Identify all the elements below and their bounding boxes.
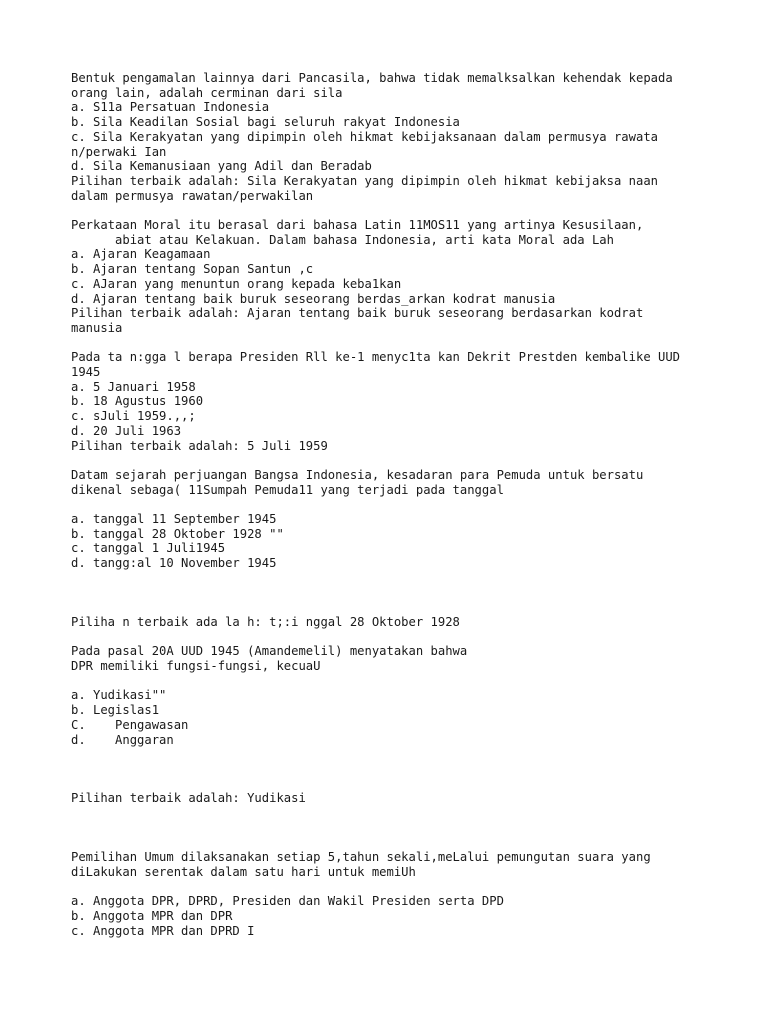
text-line: a. S11a Persatuan Indonesia: [71, 100, 270, 115]
text-line: b. Anggota MPR dan DPR: [71, 908, 233, 923]
text-line: abiat atau Kelakuan. Dalam bahasa Indonesia, arti kata Moral ada Lah: [71, 232, 614, 247]
blank-line: [71, 497, 751, 512]
text-line: diLakukan serentak dalam satu hari untuk memiUh: [71, 864, 416, 879]
text-line: d. tangg:al 10 November 1945: [71, 556, 277, 571]
blank-line: [71, 336, 751, 351]
blank-line: [71, 762, 751, 777]
text-line: Pemilihan Umum dilaksanakan setiap 5,tahun sekali,meLalui pemungutan suara yang: [71, 850, 651, 865]
text-line: Perkataan Moral itu berasal dari bahasa Latin 11MOS11 yang artinya Kesusilaan,: [71, 218, 644, 233]
text-line: d. Sila Kemanusiaan yang Adil dan Beradab: [71, 159, 372, 174]
text-line: 1945: [71, 365, 101, 380]
text-line: c. sJuli 1959.,,;: [71, 409, 196, 424]
blank-line: [71, 777, 751, 792]
text-line: DPR memiliki fungsi-fungsi, kecuaU: [71, 659, 321, 673]
text-line: c. Sila Kerakyatan yang dipimpin oleh hikmat kebijaksanaan dalam permusya rawata: [71, 129, 658, 144]
blank-line: [71, 806, 751, 821]
text-line: manusia: [71, 320, 123, 335]
text-line: d. 20 Juli 1963: [71, 423, 182, 438]
text-line: C. Pengawasan: [71, 717, 189, 732]
blank-line: [71, 879, 751, 894]
text-line: Pilihan terbaik adalah: Ajaran tentang baik buruk seseorang berdasarkan kodrat: [71, 306, 644, 321]
text-line: Datam sejarah perjuangan Bangsa Indonesia, kesadaran para Pemuda untuk bersatu: [71, 467, 644, 482]
text-line: a. Anggota DPR, DPRD, Presiden dan Wakil Presiden serta DPD: [71, 894, 504, 909]
blank-line: [71, 453, 751, 468]
text-line: d. Ajaran tentang baik buruk seseorang berdas_arkan kodrat manusia: [71, 291, 556, 306]
blank-line: [71, 821, 751, 836]
text-line: b. Sila Keadilan Sosial bagi seluruh rakyat Indonesia: [71, 115, 460, 130]
blank-line: [71, 571, 751, 586]
blank-line: [71, 203, 751, 218]
text-line: Pilihan terbaik adalah: Yudikasi: [71, 791, 306, 806]
blank-line: [71, 835, 751, 850]
text-line: c. tanggal 1 Juli1945: [71, 541, 226, 556]
text-line: dalam permusya rawatan/perwakilan: [71, 188, 314, 203]
text-line: c. AJaran yang menuntun orang kepada keba1kan: [71, 276, 402, 291]
text-line: Bentuk pengamalan lainnya dari Pancasila, bahwa tidak memalksalkan kehendak kepada: [71, 71, 673, 85]
text-line: b. 18 Agustus 1960: [71, 394, 204, 409]
text-line: b. Ajaran tentang Sopan Santun ,c: [71, 262, 314, 277]
text-line: Pada ta n:gga l berapa Presiden Rll ke-1 menyc1ta kan Dekrit Prestden kembalike UUD: [71, 350, 681, 365]
text-line: n/perwaki Ian: [71, 144, 167, 159]
text-line: a. Ajaran Keagamaan: [71, 247, 211, 262]
text-line: Pada pasal 20A UUD 1945 (Amandemelil) menyatakan bahwa: [71, 644, 468, 659]
blank-line: [71, 600, 751, 615]
document-page: [71, 71, 751, 938]
text-line: a. 5 Januari 1958: [71, 379, 196, 394]
blank-line: [71, 586, 751, 601]
text-line: a. Yudikasi"": [71, 688, 167, 703]
text-line: b. Legislas1: [71, 703, 160, 718]
text-line: b. tanggal 28 Oktober 1928 "": [71, 526, 284, 541]
text-line: Pilihan terbaik adalah: Sila Kerakyatan yang dipimpin oleh hikmat kebijaksa naan: [71, 173, 658, 188]
blank-line: [71, 674, 751, 689]
text-line: Pilihan terbaik adalah: 5 Juli 1959: [71, 438, 328, 453]
text-line: c. Anggota MPR dan DPRD I: [71, 923, 255, 938]
text-line: a. tanggal 11 September 1945: [71, 512, 277, 527]
blank-line: [71, 630, 751, 645]
text-line: d. Anggaran: [71, 732, 174, 747]
blank-line: [71, 747, 751, 762]
text-line: orang lain, adalah cerminan dari sila: [71, 85, 343, 100]
text-line: dikenal sebaga( 11Sumpah Pemuda11 yang terjadi pada tanggal: [71, 482, 504, 497]
text-line: Piliha n terbaik ada la h: t;:i nggal 28 Oktober 1928: [71, 614, 460, 629]
